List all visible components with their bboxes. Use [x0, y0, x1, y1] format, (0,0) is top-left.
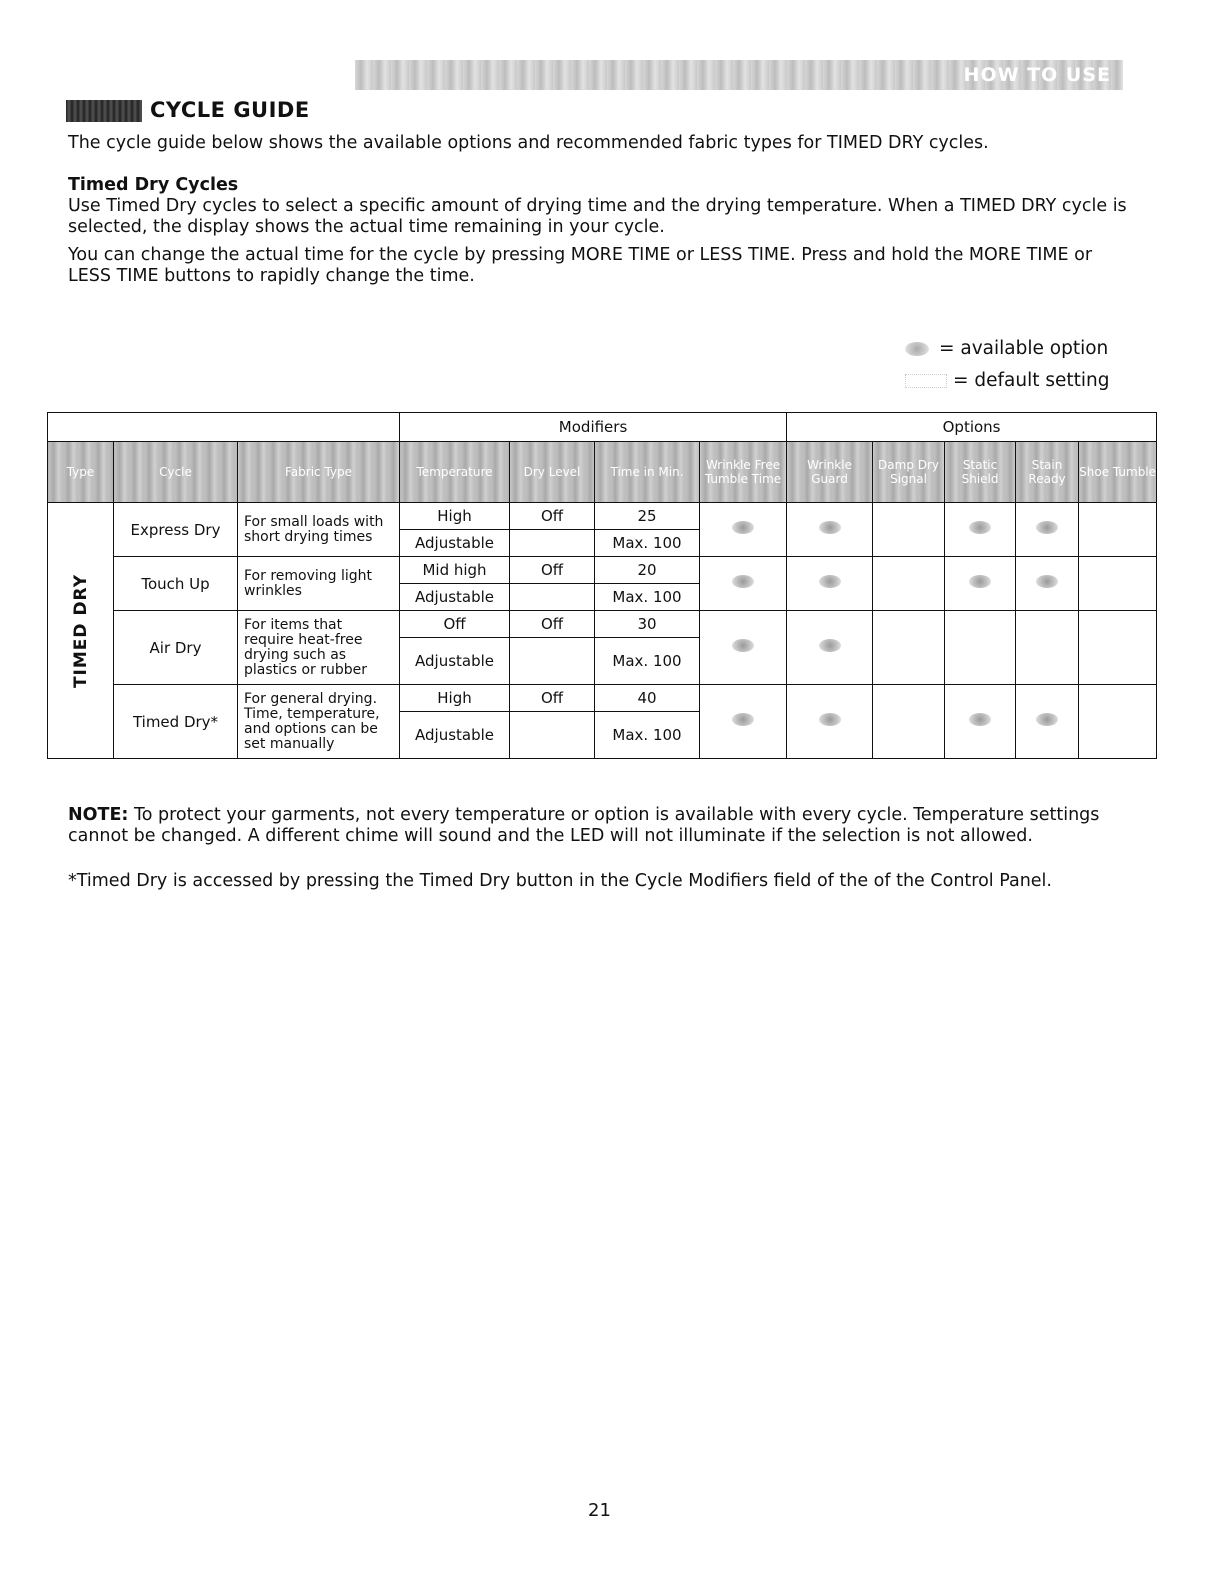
col-header: Wrinkle Free Tumble Time: [700, 442, 787, 503]
banner-label: HOW TO USE: [963, 64, 1111, 86]
available-dot-icon: [1036, 521, 1058, 534]
option-cell: [787, 611, 873, 685]
option-cell: [787, 503, 873, 557]
col-header: Damp Dry Signal: [873, 442, 945, 503]
available-dot-icon: [732, 521, 754, 534]
option-cell: [1016, 503, 1079, 557]
cycle-guide-table: [47, 412, 1157, 759]
option-cell: [700, 685, 787, 759]
section-banner: [355, 60, 1123, 90]
legend-default: [905, 370, 1110, 391]
fabric-type: For general drying. Time, temperature, and options can be set manually: [238, 685, 400, 759]
option-cell: [700, 503, 787, 557]
cycle-name: Express Dry: [114, 503, 238, 557]
cycle-name: Timed Dry*: [114, 685, 238, 759]
type-cell: [48, 503, 114, 759]
col-header: Dry Level: [510, 442, 595, 503]
col-header: Stain Ready: [1016, 442, 1079, 503]
dry-level-empty: [510, 584, 595, 611]
page-title: CYCLE GUIDE: [150, 98, 310, 122]
temp-default: High: [400, 685, 510, 712]
available-dot-icon: [819, 639, 841, 652]
col-header: Time in Min.: [595, 442, 700, 503]
option-cell: [945, 611, 1016, 685]
available-dot-icon: [969, 713, 991, 726]
default-box-icon: [905, 374, 947, 388]
time-default: 20: [595, 557, 700, 584]
section-paragraph-2: You can change the actual time for the cycle by pressing MORE TIME or LESS TIME. Press and hold the MORE TIME or LESS TIME buttons to rapidly change the time.: [68, 245, 1093, 286]
available-dot-icon: [732, 713, 754, 726]
group-modifiers: Modifiers: [400, 413, 787, 442]
temp-adjustable: Adjustable: [400, 638, 510, 685]
dry-level-empty: [510, 638, 595, 685]
option-cell: [1079, 557, 1157, 611]
temp-default: High: [400, 503, 510, 530]
col-header: Wrinkle Guard: [787, 442, 873, 503]
legend-available: [905, 338, 1108, 359]
column-header-row: [48, 442, 1157, 503]
dry-level-empty: [510, 530, 595, 557]
option-cell: [1016, 611, 1079, 685]
time-default: 40: [595, 685, 700, 712]
dry-level: Off: [510, 557, 595, 584]
dry-level-empty: [510, 712, 595, 759]
group-options: Options: [787, 413, 1157, 442]
col-header: Fabric Type: [238, 442, 400, 503]
col-header: Shoe Tumble: [1079, 442, 1157, 503]
temp-adjustable: Adjustable: [400, 712, 510, 759]
section-paragraph-1: Use Timed Dry cycles to select a specific amount of drying time and the drying temperature. When a TIMED DRY cycle is selected, the display shows the actual time remaining in your cycle.: [68, 196, 1127, 237]
time-default: 30: [595, 611, 700, 638]
fabric-type: For small loads with short drying times: [238, 503, 400, 557]
dry-level: Off: [510, 503, 595, 530]
available-dot-icon: [1036, 575, 1058, 588]
fabric-type: For items that require heat-free drying such as plastics or rubber: [238, 611, 400, 685]
time-max: Max. 100: [595, 530, 700, 557]
legend-default-text: = default setting: [953, 370, 1110, 391]
option-cell: [873, 557, 945, 611]
option-cell: [1016, 557, 1079, 611]
option-cell: [945, 557, 1016, 611]
group-empty: [48, 413, 400, 442]
option-cell: [873, 611, 945, 685]
time-max: Max. 100: [595, 584, 700, 611]
cycle-name: Touch Up: [114, 557, 238, 611]
cycle-name: Air Dry: [114, 611, 238, 685]
footnote: *Timed Dry is accessed by pressing the Timed Dry button in the Cycle Modifiers field of the of the Control Panel.: [68, 871, 1052, 891]
available-dot-icon: [905, 342, 929, 356]
option-cell: [1016, 685, 1079, 759]
legend-available-text: = available option: [939, 338, 1109, 359]
available-dot-icon: [732, 575, 754, 588]
note-label: NOTE:: [68, 805, 129, 825]
option-cell: [945, 685, 1016, 759]
option-cell: [873, 685, 945, 759]
section-heading: Timed Dry Cycles: [68, 175, 239, 195]
col-header: Cycle: [114, 442, 238, 503]
option-cell: [787, 685, 873, 759]
intro-text: The cycle guide below shows the available options and recommended fabric types for TIMED DRY cycles.: [68, 133, 989, 153]
option-cell: [873, 503, 945, 557]
available-dot-icon: [1036, 713, 1058, 726]
option-cell: [700, 557, 787, 611]
available-dot-icon: [732, 639, 754, 652]
table-row: [48, 685, 1157, 712]
time-default: 25: [595, 503, 700, 530]
option-cell: [1079, 611, 1157, 685]
fabric-type: For removing light wrinkles: [238, 557, 400, 611]
temp-adjustable: Adjustable: [400, 530, 510, 557]
col-header: Temperature: [400, 442, 510, 503]
group-header-row: [48, 413, 1157, 442]
option-cell: [1079, 503, 1157, 557]
available-dot-icon: [969, 575, 991, 588]
type-label: TIMED DRY: [70, 573, 91, 688]
heading-marker: [66, 100, 142, 122]
temp-adjustable: Adjustable: [400, 584, 510, 611]
table-row: [48, 503, 1157, 530]
option-cell: [787, 557, 873, 611]
option-cell: [945, 503, 1016, 557]
temp-default: Off: [400, 611, 510, 638]
time-max: Max. 100: [595, 712, 700, 759]
table-row: [48, 557, 1157, 584]
option-cell: [1079, 685, 1157, 759]
available-dot-icon: [819, 713, 841, 726]
dry-level: Off: [510, 685, 595, 712]
temp-default: Mid high: [400, 557, 510, 584]
page-number: 21: [588, 1500, 611, 1521]
available-dot-icon: [819, 521, 841, 534]
available-dot-icon: [969, 521, 991, 534]
col-header: Type: [48, 442, 114, 503]
time-max: Max. 100: [595, 638, 700, 685]
note: [68, 805, 1128, 847]
note-text: To protect your garments, not every temperature or option is available with every cycle. Temperature settings cannot be changed. A different chime will sound and the LED will not illuminate if the selection is not allowed.: [68, 805, 1100, 846]
col-header: Static Shield: [945, 442, 1016, 503]
available-dot-icon: [819, 575, 841, 588]
option-cell: [700, 611, 787, 685]
dry-level: Off: [510, 611, 595, 638]
table-row: [48, 611, 1157, 638]
